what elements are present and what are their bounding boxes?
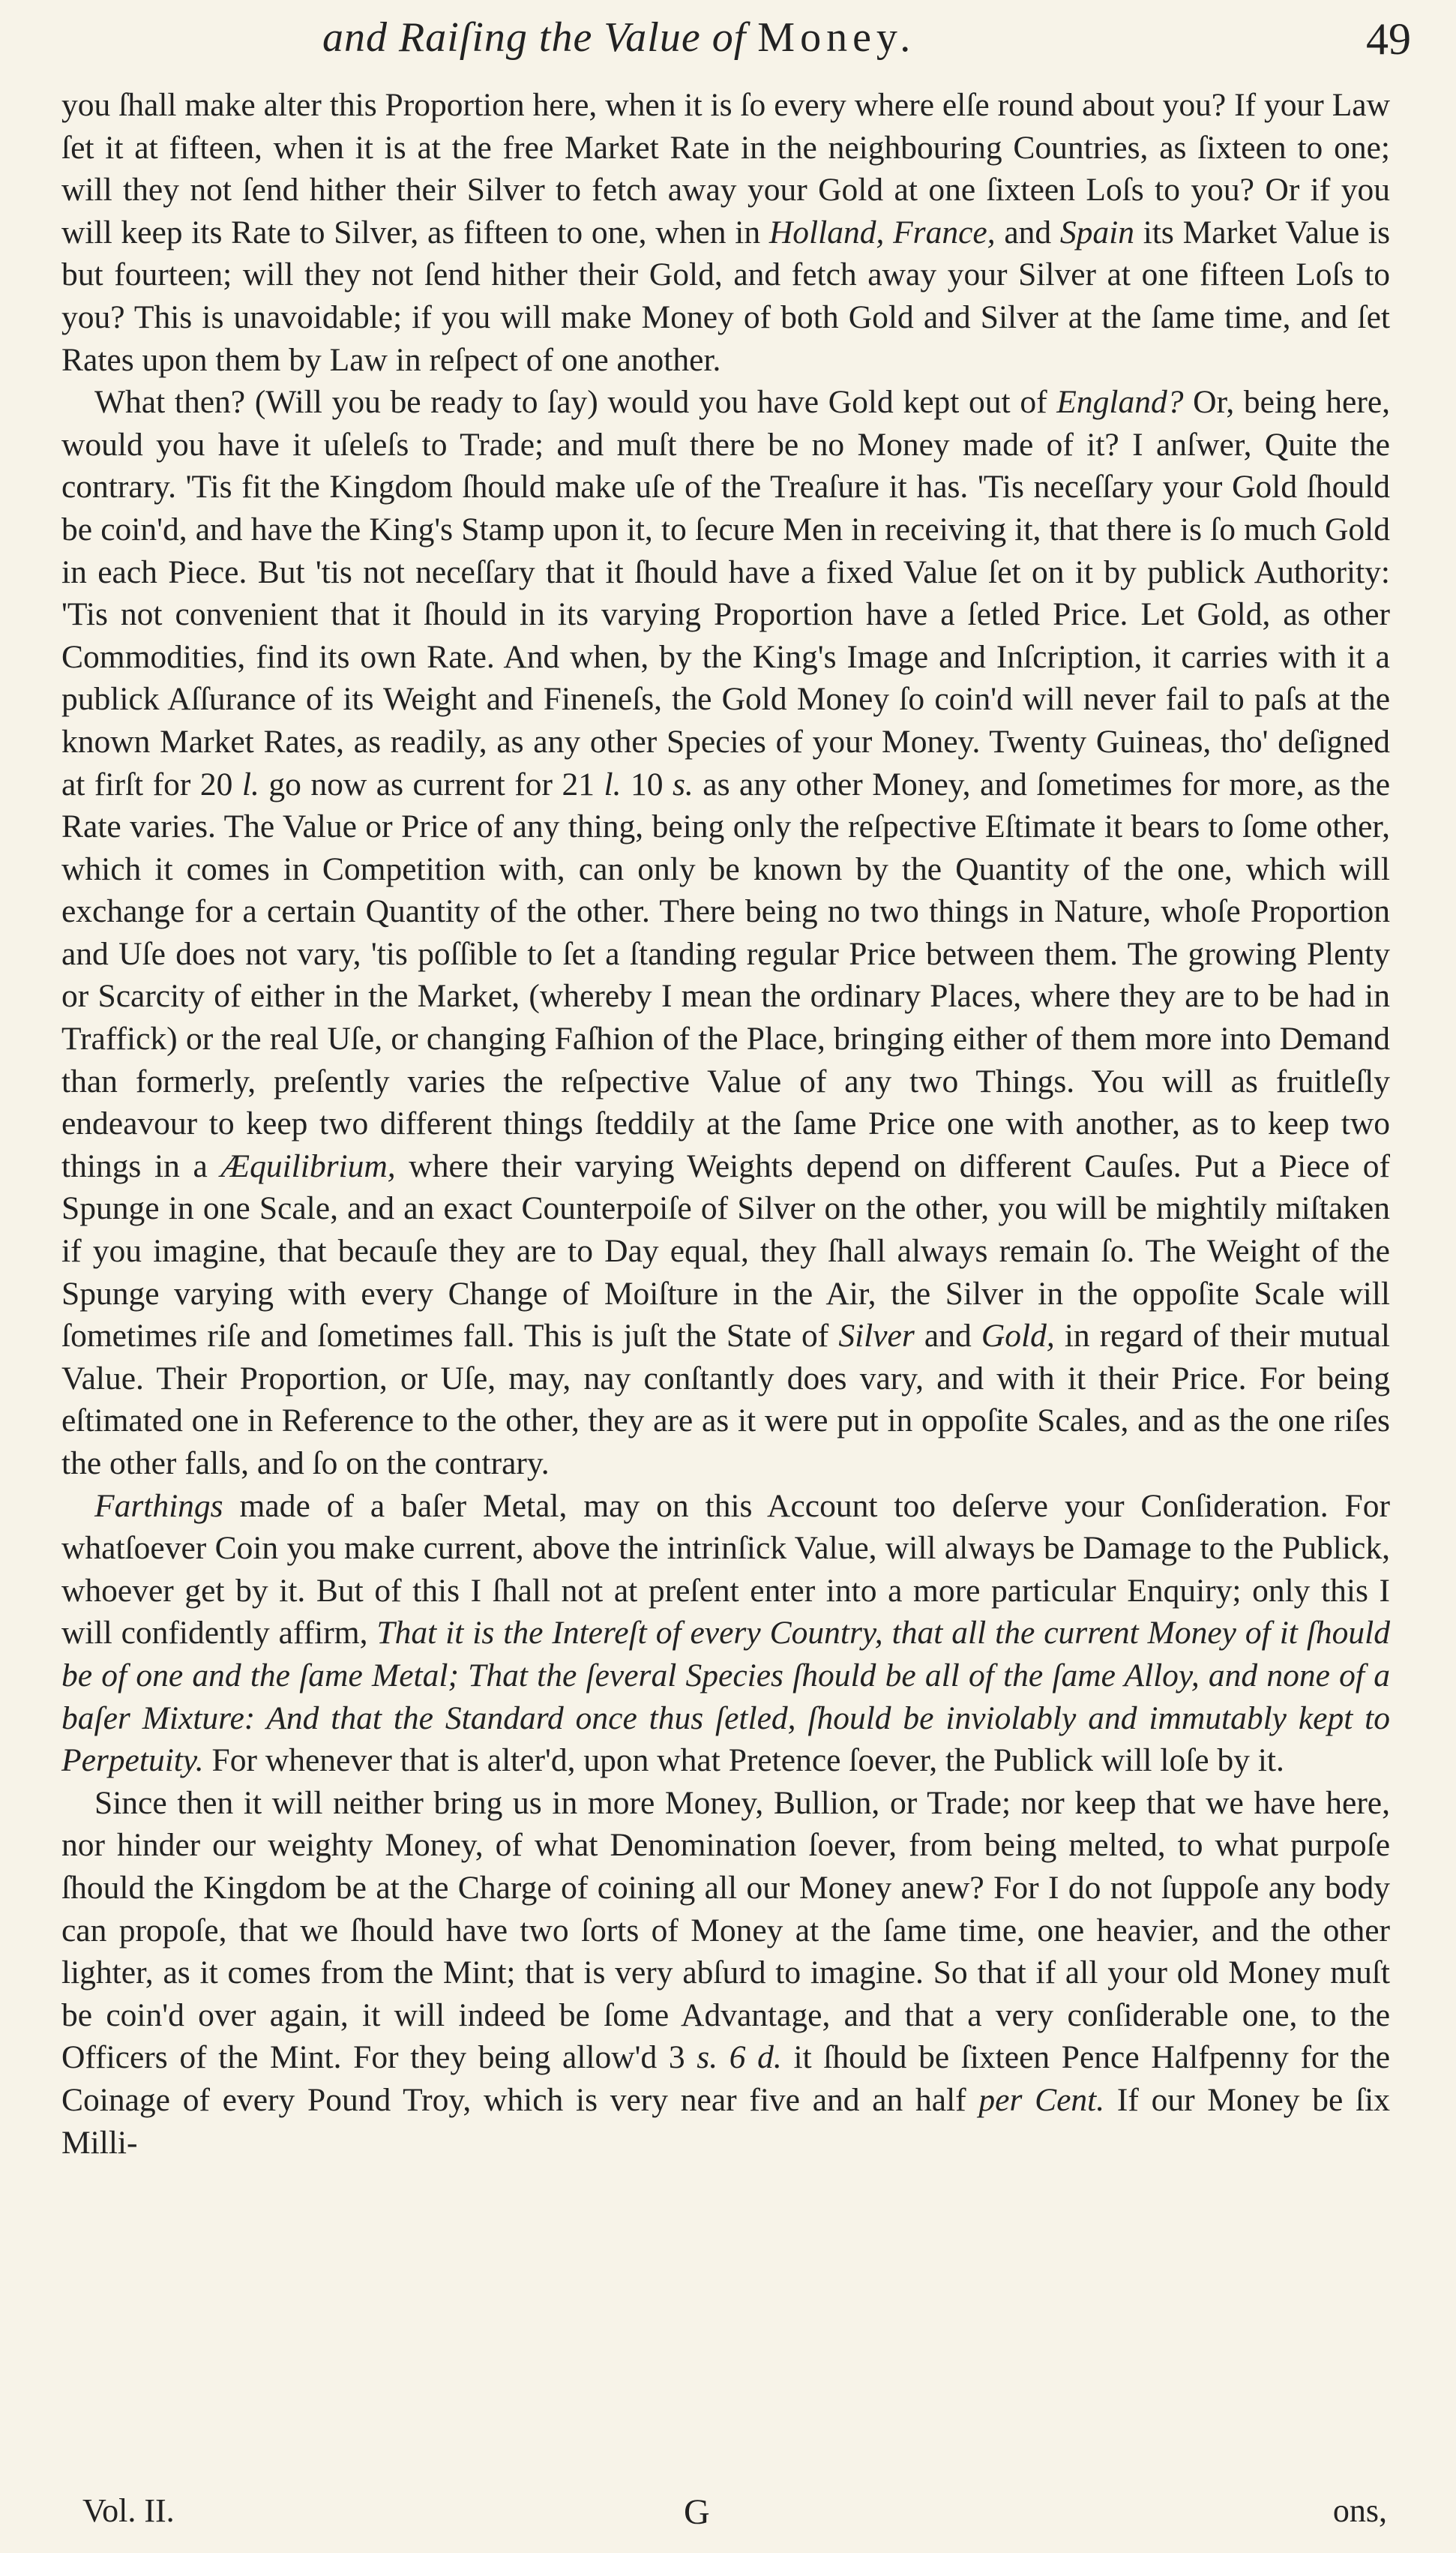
text-run bbox=[718, 2039, 729, 2075]
running-head bbox=[322, 14, 915, 62]
text-run: and bbox=[914, 1318, 981, 1354]
italic-text: s. bbox=[697, 2039, 718, 2076]
text-run: and bbox=[995, 214, 1060, 250]
italic-text: Æquilibrium, bbox=[220, 1148, 396, 1184]
text-run: where their varying Weights depend on different Cauſes. Put a Piece of Spunge in one Scale, and an exact Counterpoiſe of Silver on the other, you will be mightily miſtaken if you imagine, that becauſe they are to Day equal, they ſhall always remain ſo. The Weight of the Spunge varying with every Change of Moiſture in the Air, the Silver in the oppoſite Scale will ſometimes riſe and ſometimes fall. This is juſt the State of bbox=[61, 1148, 1391, 1354]
paragraph-4 bbox=[61, 1782, 1390, 2164]
signature-mark: G bbox=[684, 2492, 710, 2532]
paragraph-1 bbox=[61, 84, 1390, 381]
text-run: go now as current for 21 bbox=[259, 766, 604, 802]
running-head-italic: and Raiſing the Value of bbox=[322, 14, 747, 61]
italic-text: l. bbox=[241, 766, 259, 802]
text-run: For whenever that is alter'd, upon what Pretence ſoever, the Publick will loſe by it. bbox=[203, 1742, 1284, 1779]
paragraph-2 bbox=[61, 381, 1390, 1484]
page-footer bbox=[82, 2492, 1387, 2536]
text-run: Since then it will neither bring us in more Money, Bullion, or Trade; nor keep that we have here, nor hinder our weighty Money, of what Denomination ſoever, from being melted, to what purpoſe ſhould the Kingdom be at the Charge of coining all our Money anew? For I do not ſuppoſe any body can propoſe, that we ſhould have two ſorts of Money at the ſame time, one heavier, and the other lighter, as it comes from the Mint; that is very abſurd to imagine. So that if all your old Money muſt be coin'd over again, it will indeed be ſome Advantage, and that a very conſiderable one, to the Officers of the Mint. For they being allow'd 3 bbox=[61, 1784, 1390, 2076]
catchword: ons, bbox=[1332, 2492, 1387, 2529]
italic-text: per Cent. bbox=[978, 2081, 1105, 2118]
text-run: Or, being here, would you have it uſeleſs to Trade; and muſt there be no Money made of it? I anſwer, Quite the contrary. 'Tis fit the Kingdom ſhould make uſe of the Treaſure it has. 'Tis neceſſary your Gold ſhould be coin'd, and have the King's Stamp upon it, to ſecure Men in receiving it, that there is ſo much Gold in each Piece. But 'tis not neceſſary that it ſhould have a fixed Value ſet on it by publick Authority: 'Tis not convenient that it ſhould in its varying Proportion have a ſetled Price. Let Gold, as other Commodities, find its own Rate. And when, by the King's Image and Inſcription, it carries with it a publick Aſſurance of its Weight and Fineneſs, the Gold Money ſo coin'd will never fail to paſs at the known Market Rates, as readily, as any other Species of your Money. Twenty Guineas, tho' deſigned at firſt for 20 bbox=[61, 384, 1390, 802]
text-run: you ſhall make alter this Proportion here, when it is ſo every where elſe round about you? If your Law ſet it at fifteen, when it is at the free Market Rate in the neighbouring Countries, as ſixteen to one; will they not ſend hither their Silver to fetch away your Gold at one ſixteen Loſs to you? Or if you will keep its Rate to Silver, as fifteen to one, when in bbox=[61, 87, 1390, 250]
italic-text: 6 d. bbox=[729, 2039, 782, 2076]
italic-text: Holland, France, bbox=[768, 214, 996, 250]
italic-text: s. bbox=[672, 766, 694, 802]
text-run: What then? (Will you be ready to ſay) would you have Gold kept out of bbox=[94, 384, 1057, 421]
italic-text: England? bbox=[1056, 384, 1184, 421]
volume-label: Vol. II. bbox=[82, 2492, 175, 2529]
page-number: 49 bbox=[1366, 14, 1411, 64]
text-run: as any other Money, and ſometimes for more, as the Rate varies. The Value or Price of any thing, being only the reſpective Eſtimate it bears to ſome other, which it comes in Competition with, can only be known by the Quantity of the one, which will exchange for a certain Quantity of the other. There being no two things in Nature, whoſe Proportion and Uſe does not vary, 'tis poſſible to ſet a ſtanding regular Price between them. The growing Plenty or Scarcity of either in the Market, (whereby I mean the ordinary Places, where they are to be had in Traffick) or the real Uſe, or changing Faſhion of the Place, bringing either of them more into Demand than formerly, preſently varies the reſpective Value of any two Things. You will as fruitleſly endeavour to keep two different things ſteddily at the ſame Price one with another, as to keep two things in a bbox=[61, 766, 1391, 1184]
text-run: it ſhould be ſixteen Pence Halfpenny for the Coinage of every Pound Troy, which is very near five and an half bbox=[61, 2039, 1391, 2118]
body-text bbox=[61, 84, 1390, 2164]
text-run: in regard of their mutual Value. Their Proportion, or Uſe, may, nay conſtantly does vary, and with it their Price. For being eſtimated one in Reference to the other, they are as it were put in oppoſite Scales, and as the one riſes the other falls, and ſo on the contrary. bbox=[61, 1318, 1391, 1481]
running-head-caps: Money. bbox=[757, 14, 916, 61]
italic-text: Spain bbox=[1059, 214, 1134, 250]
text-run: its Market Value is but fourteen; will they not ſend hither their Gold, and fetch away your Silver at one fifteen Loſs to you? This is unavoidable; if you will make Money of both Gold and Silver at the ſame time, and ſet Rates upon them by Law in reſpect of one another. bbox=[61, 214, 1391, 378]
text-run: made of a baſer Metal, may on this Account too deſerve your Conſideration. For whatſoever Coin you make current, above the intrinſick Value, will always be Damage to the Publick, whoever get by it. But of this I ſhall not at preſent enter into a more particular Enquiry; only this I will confidently affirm, bbox=[61, 1487, 1390, 1652]
italic-text: Gold, bbox=[981, 1318, 1055, 1354]
paragraph-3 bbox=[61, 1485, 1390, 1782]
italic-text: That it is the Intereſt of every Country, that all the current Money of it ſhould be of one and the ſame Metal; That the ſeveral Species ſhould be all of the ſame Alloy, and none of a baſer Mixture: And that the Standard once thus ſetled, ſhould be inviolably and immutably kept to Perpetuity. bbox=[61, 1615, 1390, 1779]
text-run: If our Money be ſix Milli- bbox=[61, 2081, 1390, 2161]
italic-text: Farthings bbox=[94, 1487, 223, 1524]
text-run: 10 bbox=[621, 766, 673, 802]
italic-text: l. bbox=[604, 766, 622, 802]
italic-text: Silver bbox=[838, 1318, 915, 1354]
